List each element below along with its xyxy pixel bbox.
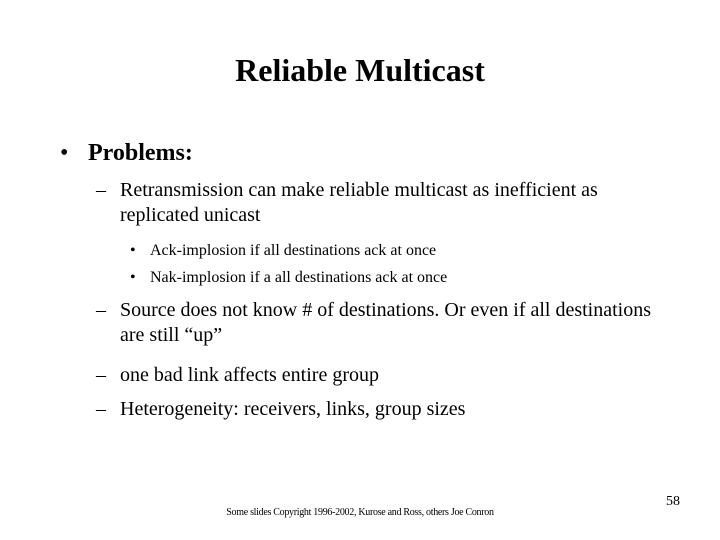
dash-marker: – [96, 398, 106, 420]
sub-bullet-text: Retransmission can make reliable multicast as inefficient as replicated unicast [120, 179, 598, 226]
dash-marker: – [96, 179, 106, 201]
sub-bullet-text: one bad link affects entire group [120, 364, 379, 386]
sub-sub-bullet-ack-implosion [130, 241, 690, 261]
sub-sub-bullet-text: Nak-implosion if a all destinations ack at once [150, 269, 448, 286]
bullet-dot: • [130, 242, 136, 259]
slide-title: Reliable Multicast [235, 52, 485, 88]
bullet-dot: • [130, 269, 136, 286]
sub-bullet-heterogeneity [96, 397, 676, 422]
sub-bullet-text: Heterogeneity: receivers, links, group sizes [120, 398, 466, 420]
sub-bullet-retransmission [96, 178, 676, 228]
sub-sub-bullet-text: Ack-implosion if all destinations ack at once [150, 242, 437, 259]
dash-marker: – [96, 299, 106, 321]
bullet-problems [60, 138, 193, 168]
dash-marker: – [96, 364, 106, 386]
sub-sub-bullet-nak-implosion [130, 268, 690, 288]
sub-bullet-text: Source does not know # of destinations. Or even if all destinations are still “up” [120, 299, 652, 346]
page-number: 58 [666, 494, 680, 509]
bullet-problems-label: Problems: [88, 140, 193, 166]
bullet-dot: • [60, 140, 69, 166]
sub-bullet-source-destinations [96, 298, 676, 348]
copyright-footer: Some slides Copyright 1996-2002, Kurose and Ross, others Joe Conron [226, 507, 494, 518]
sub-bullet-bad-link [96, 363, 676, 388]
